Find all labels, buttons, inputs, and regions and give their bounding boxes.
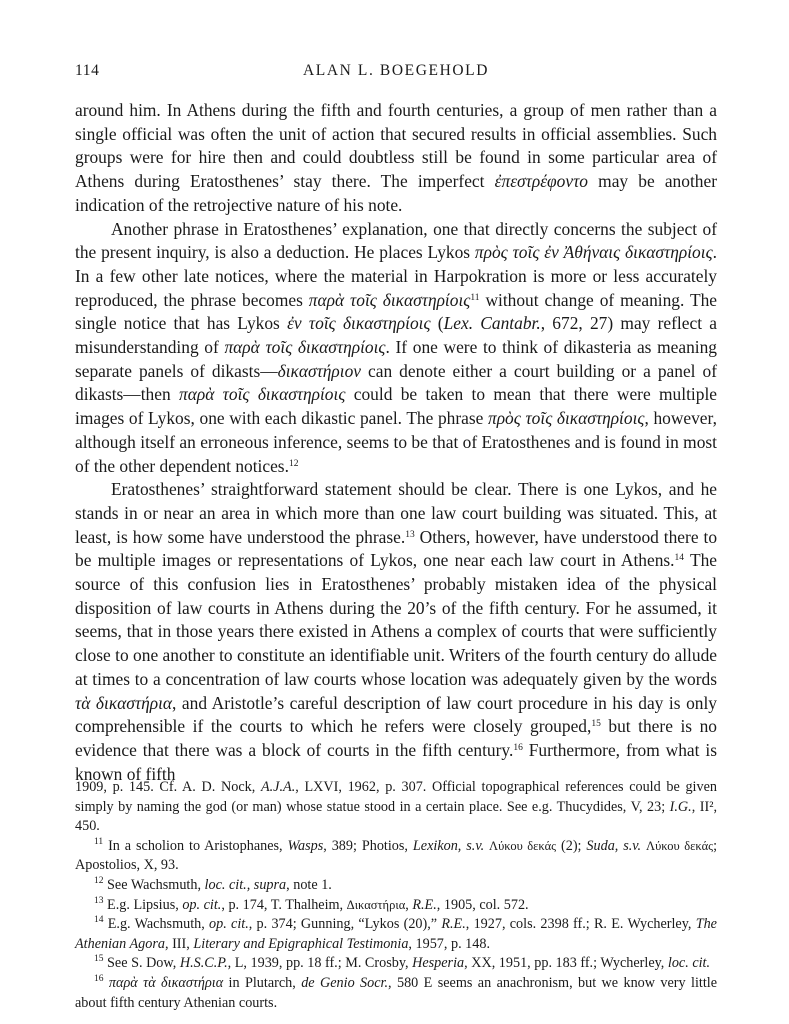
paragraph-1: around him. In Athens during the fifth and fourth centuries, a group of men rather than a single official was often the unit of action that secured results in official assemblies. Such groups were for hire then and could doubtless still be found in some particular area of Athens during Eratosthenes’ stay there. The imperfect ἐπεστρέφοντο may be another indication of the retrojective nature of his note. — [75, 100, 717, 215]
running-title: ALAN L. BOEGEHOLD — [302, 62, 490, 79]
greek-phrase: παρὰ τοῖς δικαστηρίοις — [179, 384, 346, 405]
work-title: Lex. Cantabr. — [443, 313, 541, 334]
page-number: 114 — [75, 62, 100, 79]
paragraph-3: Eratosthenes’ straightforward statement should be clear. There is one Lykos, and he stands in or near an area in which more than one law court building was situated. This, at least, is how some have understood the phrase.$^{13}$ Others, however, have understood there to be multiple images or representations of Lykos, one near each law court in Athens.$^{14}$ The source of this confusion lies in Eratosthenes’ probably mistaken idea of the physical disposition of law courts in Athens during the 20’s of the fifth century. For he assumed, it seems, that in those years there existed in Athens a complex of courts that were sufficiently close to one another to constitute an identifiable unit. Writers of the fourth century do allude at times to a concentration of law courts whose location was adequately given by the words τὰ δικαστήρια, and Aristotle’s careful description of law court procedure in his day is only comprehensible if the courts to which he refers were closely grouped,$^{15}$ but there is no evidence that there was a block of courts in the fifth century.$^{16}$ Furthermore, from what is known of fifth — [75, 479, 718, 784]
greek-phrase: ἐπεστρέφοντο — [494, 171, 588, 192]
footnote-14: $^{14}$ E.g. Wachsmuth, op. cit., p. 374; Gunning, “Lykos (20),” R.E., 1927, cols. 2398 ff.; R. E. Wycherley, The Athenian Agora, III, Literary and Epigraphical Testimonia, 1957, p. 148. — [75, 915, 717, 952]
footnote-12: $^{12}$ See Wachsmuth, loc. cit., supra, note 1. — [94, 875, 332, 893]
footnote-ref-12: 12 — [288, 458, 299, 469]
footnote-13: $^{13}$ E.g. Lipsius, op. cit., p. 174, T. Thalheim, Δικαστήρια, R.E., 1905, col. 572. — [94, 895, 529, 913]
greek-phrase: παρὰ τοῖς δικαστηρίοις — [308, 289, 471, 310]
footnote-ref-14: 14 — [674, 553, 685, 564]
footnote-ref-11: 11 — [470, 292, 480, 303]
footnote-ref-15: 15 — [591, 719, 601, 730]
footnote-16: $^{16}$ παρὰ τὰ δικαστήρια in Plutarch, de Genio Socr., 580 E seems an anachronism, but we know very little about fifth century Athenian courts. — [75, 973, 718, 1011]
footnote-ref-13: 13 — [405, 529, 415, 540]
main-text — [75, 99, 717, 786]
footnote-ref-16: 16 — [513, 742, 523, 753]
greek-phrase: τὰ δικαστήρια — [75, 692, 173, 713]
greek-phrase: ἐν τοῖς δικαστηρίοις — [287, 313, 431, 334]
footnote-11: $^{11}$ In a scholion to Aristophanes, Wasps, 389; Photios, Lexikon, s.v. Λύκου δεκάς (2); Suda, s.v. Λύκου δεκάς; Apostolios, X, 93. — [75, 836, 718, 874]
paragraph-2: Another phrase in Eratosthenes’ explanation, one that directly concerns the subject of the present inquiry, is also a deduction. He places Lykos πρὸς τοῖς ἐν Ἀθήναις δικαστηρίοις. In a few other late notices, where the material in Harpokration is more or less accurately reproduced, the phrase becomes παρὰ τοῖς δικαστηρίοις$^{11}$ without change of meaning. The single notice that has Lykos ἐν τοῖς δικαστηρίοις (Lex. Cantabr., 672, 27) may reflect a misunderstanding of παρὰ τοῖς δικαστηρίοις. If one were to think of dikasteria as meaning separate panels of dikasts—δικαστήριον can denote either a court building or a panel of dikasts—then παρὰ τοῖς δικαστηρίοις could be taken to mean that there were multiple images of Lykos, one with each dikastic panel. The phrase πρὸς τοῖς δικαστηρίοις, however, although itself an erroneous inference, seems to be that of Eratosthenes and is found in most of the other dependent notices.$^{12}$ — [75, 218, 718, 476]
greek-phrase: δικαστήριον — [277, 360, 362, 381]
greek-phrase: παρὰ τοῖς δικαστηρίοις — [224, 337, 386, 358]
footnote-15: $^{15}$ See S. Dow, H.S.C.P., L, 1939, pp. 18 ff.; M. Crosby, Hesperia, XX, 1951, pp. 183 ff.; Wycherley, loc. cit. — [94, 954, 711, 972]
footnotes — [75, 778, 717, 1013]
footnote-continuation: 1909, p. 145. Cf. A. D. Nock, A.J.A., LXVI, 1962, p. 307. Official topographical references could be given simply by naming the god (or man) whose statue stood in a certain place. See e.g. Thucydides, V, 23; I.G., II², 450. — [75, 779, 717, 835]
greek-phrase: πρὸς τοῖς ἐν Ἀθήναις δικαστηρίοις — [474, 242, 713, 263]
greek-phrase: πρὸς τοῖς δικαστηρίοις — [488, 408, 645, 429]
